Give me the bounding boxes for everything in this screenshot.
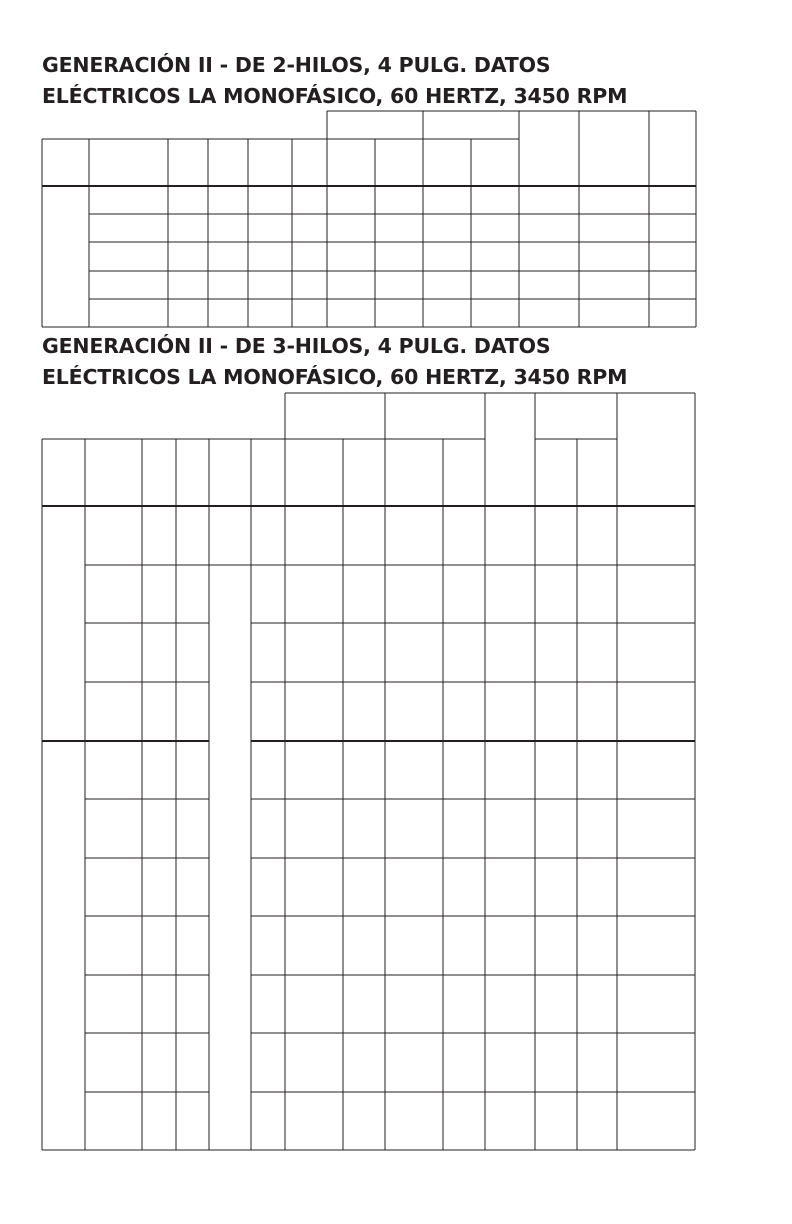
section-2-title-line-2: ELÉCTRICOS LA MONOFÁSICO, 60 HERTZ, 3450 RPM xyxy=(42,365,628,389)
section-1-title-line-1: GENERACIÓN II - DE 2-HILOS, 4 PULG. DATOS xyxy=(42,53,551,77)
section-2-title-line-1: GENERACIÓN II - DE 3-HILOS, 4 PULG. DATOS xyxy=(42,334,551,358)
section-1-title-line-2: ELÉCTRICOS LA MONOFÁSICO, 60 HERTZ, 3450 RPM xyxy=(42,84,628,108)
